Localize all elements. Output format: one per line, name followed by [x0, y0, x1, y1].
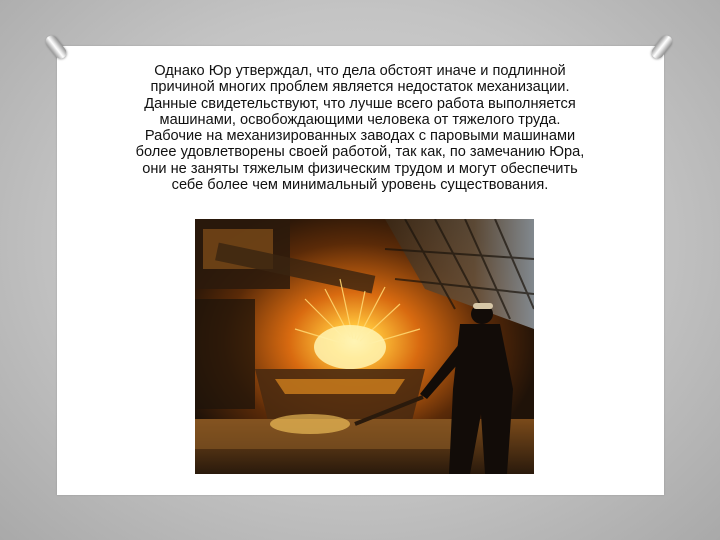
steel-mill-illustration — [195, 219, 534, 474]
paragraph-line: себе более чем минимальный уровень существования. — [171, 177, 549, 194]
paragraph-line: причиной многих проблем является недостаток механизации. — [150, 79, 570, 96]
paragraph-line: машинами, освобождающими человека от тяжелого труда. — [159, 111, 561, 128]
paragraph-line: более удовлетворены своей работой, так как, по замечанию Юра, — [135, 144, 585, 161]
paragraph-line: они не заняты тяжелым физическим трудом и могут обеспечить — [142, 160, 578, 177]
paragraph-line: Рабочие на механизированных заводах с паровыми машинами — [144, 128, 576, 145]
steel-mill-photo — [195, 219, 534, 474]
paragraph-line: Однако Юр утверждал, что дела обстоят иначе и подлинной — [154, 63, 566, 79]
paragraph-line: Данные свидетельствуют, что лучше всего работа выполняется — [144, 95, 576, 112]
slide-paragraph — [70, 63, 650, 193]
